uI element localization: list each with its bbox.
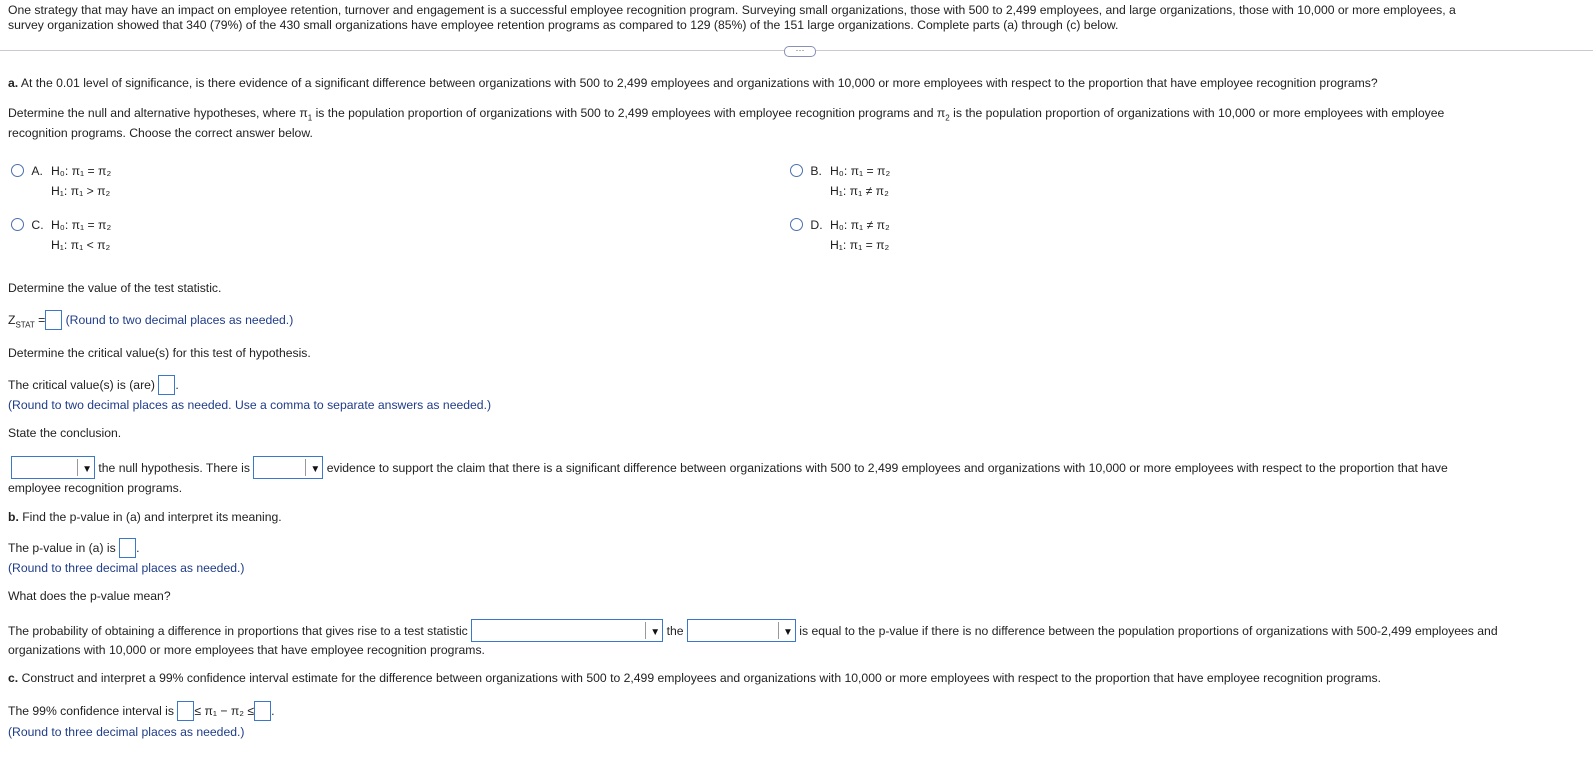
option-a[interactable]: A. H₀: π₁ = π₂ H₁: π₁ > π₂ (11, 164, 61, 178)
zstat-row: $Z_{STAT}$ = (Round to two decimal places as needed.) (8, 310, 293, 335)
problem-intro (8, 3, 1456, 33)
conclusion-prompt: State the conclusion. (8, 426, 122, 440)
conclusion-row: ▼ the null hypothesis. There is ▼ evidence to support the claim that there is a significant difference between organizations with 500 to 2,499 employees and organizations with 10,000 or more employees with respect to the proportion that have (11, 456, 1448, 479)
ci-hint: (Round to three decimal places as needed.) (8, 725, 245, 739)
option-a-h0: H₀: π₁ = π₂ (51, 164, 112, 178)
hypothesis-instructions: Determine the null and alternative hypotheses, where $\pi_1$ is the population proportion of organizations with 500 to 2,499 employees with employee recognition programs and $\pi_2$ is the population proportion of organizations with 10,000 or more employees with employee (8, 106, 1445, 123)
part-a-prefix: a. (8, 76, 19, 90)
pvalue-hint: (Round to three decimal places as needed.) (8, 561, 245, 575)
option-b[interactable]: B. H₀: π₁ = π₂ H₁: π₁ ≠ π₂ (790, 164, 840, 178)
option-d-radio[interactable] (790, 218, 803, 231)
option-c-h0: H₀: π₁ = π₂ (51, 218, 112, 232)
hypothesis-instructions-2: recognition programs. Choose the correct answer below. (8, 126, 313, 140)
option-b-h0: H₀: π₁ = π₂ (830, 164, 891, 178)
ci-upper-input[interactable] (254, 701, 271, 721)
chevron-down-icon: ▼ (650, 627, 661, 638)
option-d-h0: H₀: π₁ ≠ π₂ (830, 218, 890, 232)
conclusion-end: employee recognition programs. (8, 481, 183, 495)
test-statistic-direction-dropdown[interactable] (471, 619, 663, 642)
intro-line-2: survey organization showed that 340 (79%) of the 430 small organizations have employee retention programs as compared to 129 (85%) of the 151 large organizations. Complete parts (a) through (c) below. (8, 18, 1119, 32)
option-a-radio[interactable] (11, 164, 24, 177)
critical-row: The critical value(s) is (are) . (8, 375, 179, 395)
zstat-label: $Z_{STAT}$ (8, 313, 35, 330)
part-c-question: c. Construct and interpret a 99% confidence interval estimate for the difference between organizations with 500 to 2,499 employees and organizations with 10,000 or more employees with respect to the proportion that have employee recognition programs. (8, 671, 1382, 685)
critical-hint: (Round to two decimal places as needed. Use a comma to separate answers as needed.) (8, 398, 492, 412)
option-d-h1: H₁: π₁ = π₂ (830, 238, 890, 252)
ci-lower-input[interactable] (177, 701, 194, 721)
chevron-down-icon: ▼ (783, 627, 793, 638)
pvalue-meaning-prompt: What does the p-value mean? (8, 589, 171, 603)
option-c-h1: H₁: π₁ < π₂ (51, 238, 111, 252)
pvalue-meaning-end: organizations with 10,000 or more employees that have employee recognition programs. (8, 643, 485, 657)
pvalue-row: The p-value in (a) is . (8, 538, 139, 558)
zstat-input[interactable] (45, 310, 62, 330)
option-d[interactable]: D. H₀: π₁ ≠ π₂ H₁: π₁ = π₂ (790, 218, 840, 232)
evidence-dropdown[interactable] (253, 456, 323, 479)
option-b-radio[interactable] (790, 164, 803, 177)
option-b-h1: H₁: π₁ ≠ π₂ (830, 184, 889, 198)
chevron-down-icon: ▼ (82, 464, 92, 475)
zstat-hint: (Round to two decimal places as needed.) (65, 313, 294, 327)
expand-more-button[interactable]: ··· (784, 46, 816, 57)
pi1-symbol: $\pi_1$ (299, 106, 313, 123)
pi2-symbol: $\pi_2$ (936, 106, 950, 123)
comparison-dropdown[interactable] (687, 619, 796, 642)
pvalue-input[interactable] (119, 538, 136, 558)
ci-row: The 99% confidence interval is ≤ π₁ − π₂ ≤ . (8, 701, 274, 721)
critical-value-input[interactable] (158, 375, 175, 395)
pvalue-meaning-row: The probability of obtaining a difference in proportions that gives rise to a test statistic ▼ the ▼ is equal to the p-value if there is no difference between the population proportions of organizations with 500-2,499 employees and (8, 619, 1498, 642)
chevron-down-icon: ▼ (310, 464, 321, 475)
part-a-question: a. At the 0.01 level of significance, is there evidence of a significant difference between organizations with 500 to 2,499 employees and organizations with 10,000 or more employees with respect to the proportion that have employee recognition programs? (8, 76, 1378, 90)
option-c-radio[interactable] (11, 218, 24, 231)
reject-dropdown[interactable] (11, 456, 95, 479)
option-a-h1: H₁: π₁ > π₂ (51, 184, 111, 198)
test-statistic-prompt: Determine the value of the test statistic. (8, 281, 222, 295)
critical-prompt: Determine the critical value(s) for this test of hypothesis. (8, 346, 311, 360)
part-b-question: b. Find the p-value in (a) and interpret its meaning. (8, 510, 282, 524)
intro-line-1: One strategy that may have an impact on employee retention, turnover and engagement is a successful employee recognition program. Surveying small organizations, those with 500 to 2,499 employees, and large organizations, those with 10,000 or more employees, a (8, 3, 1456, 17)
option-c[interactable]: C. H₀: π₁ = π₂ H₁: π₁ < π₂ (11, 218, 61, 232)
